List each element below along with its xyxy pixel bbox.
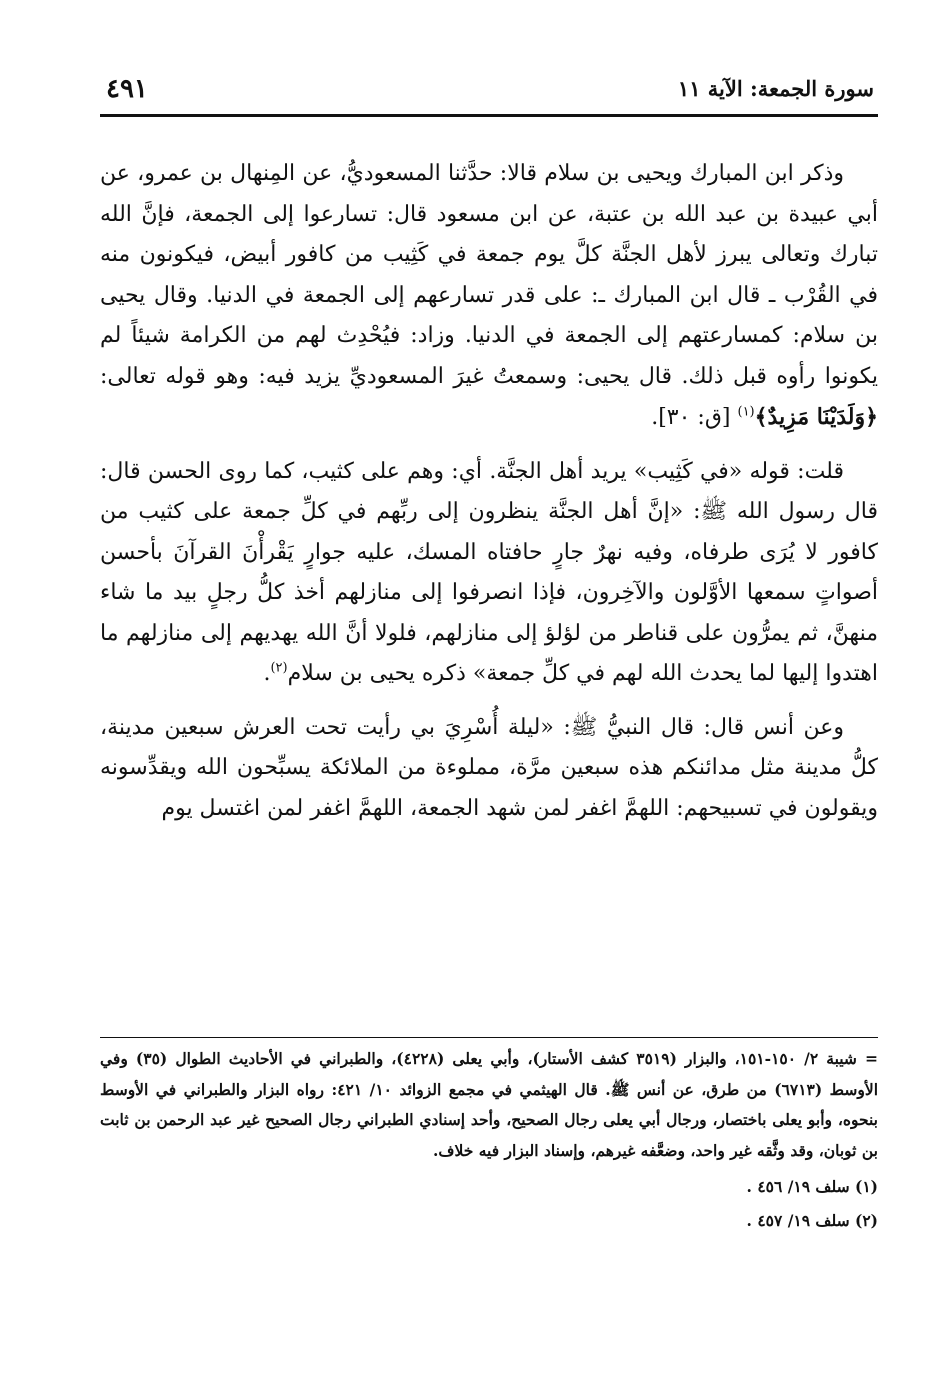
paragraph-1-text: وذكر ابن المبارك ويحيى بن سلام قالا: حدَّثنا المسعوديُّ، عن المِنهال بن عمرو، عن أبي عبيدة بن عبد الله بن عتبة، عن ابن مسعود قال: تسارعوا إلى الجمعة، فإنَّ الله تبارك وتعالى يبرز لأهل الجنَّة كلَّ يوم جمعة في كَثِيب من كافور أبيض، فيكونون منه في القُرْب ـ قال ابن المبارك ـ: على قدر تسارعهم إلى الجمعة في الدنيا. وقال يحيى بن سلام: كمسارعتهم إلى الجمعة في الدنيا. وزاد: فيُحْدِث لهم من الكرامة شيئاً لم يكونوا رأوه قبل ذلك. قال يحيى: وسمعتُ غيرَ المسعوديِّ يزيد فيه: وهو قوله تعالى:	[100, 161, 878, 389]
header-divider	[100, 114, 878, 117]
quran-verse: ﴿وَلَدَيْنَا مَزِيدٌ﴾	[754, 404, 878, 430]
footnote-2: (٢) سلف ١٩/ ٤٥٧ .	[746, 1210, 878, 1230]
paragraph-1	[100, 154, 878, 439]
footnote-ref-2[interactable]: (٢)	[270, 660, 288, 676]
paragraph-2	[100, 452, 878, 695]
paragraph-2-text: قلت: قوله «في كَثِيب» يريد أهل الجنَّة. أي: وهم على كثيب، كما روى الحسن قال: قال رسول الله ﷺ: «إنَّ أهل الجنَّة ينظرون إلى ربِّهم في كلِّ جمعة على كثيب من كافور لا يُرَى طرفاه، وفيه نهرٌ جارٍ حافتاه المسك، عليه جوارٍ يَقْرأْنَ القرآنَ بأحسن أصواتٍ سمعها الأوَّلون والآخِرون، فإذا انصرفوا إلى منازلهم أخذ كلُّ رجلٍ بيد ما شاء منهنَّ، ثم يمرُّون على قناطر من لؤلؤ إلى منازلهم، فلولا أنَّ الله يهديهم إلى منازلهم ما اهتدوا إليها لما يحدث الله لهم في كلِّ جمعة» ذكره يحيى بن سلام	[100, 458, 878, 686]
surah-verse-title: سورة الجمعة: الآية ١١	[677, 76, 874, 101]
footnote-continuation: = شيبة ٢/ ١٥٠-١٥١، والبزار (٣٥١٩ كشف الأستار)، وأبي يعلى (٤٢٢٨)، والطبراني في الأحاديث الطوال (٣٥) وفي الأوسط (٦٧١٣) من طرق، عن أنس ﷺ. قال الهيثمي في مجمع الزوائد ١٠/ ٤٢١: رواه البزار والطبراني في الأوسط بنحوه، وأبو يعلى باختصار، ورجال أبي يعلى رجال الصحيح، وأحد إسنادي الطبراني رجال الصحيح غير عبد الرحمن بن ثابت بن ثوبان، وقد وثَّقه غير واحد، وضعَّفه غيرهم، وإسناد البزار فيه خلاف.	[100, 1049, 879, 1160]
verse-reference: [ق: ٣٠].	[651, 405, 738, 430]
main-text	[100, 154, 878, 842]
footnotes	[100, 1044, 878, 1239]
paragraph-3	[100, 708, 878, 830]
footnote-1: (١) سلف ١٩/ ٤٥٦ .	[746, 1177, 878, 1196]
book-page	[100, 0, 878, 1391]
footnote-divider	[100, 1037, 878, 1038]
page-number: ٤٩١	[106, 74, 148, 104]
page-header	[100, 74, 878, 112]
paragraph-2-end: .	[263, 661, 271, 686]
paragraph-3-text: وعن أنس قال: قال النبيُّ ﷺ: «ليلة أُسْرِيَ بي رأيت تحت العرش سبعين مدينة، كلُّ مدينة مثل مدائنكم هذه سبعين مرَّة، مملوءة من الملائكة يسبِّحون الله ويقدِّسونه ويقولون في تسبيحهم: اللهمَّ اغفر لمن شهد الجمعة، اللهمَّ اغفر لمن اغتسل يوم	[100, 714, 878, 821]
footnote-ref-1[interactable]: (١)	[737, 404, 755, 420]
